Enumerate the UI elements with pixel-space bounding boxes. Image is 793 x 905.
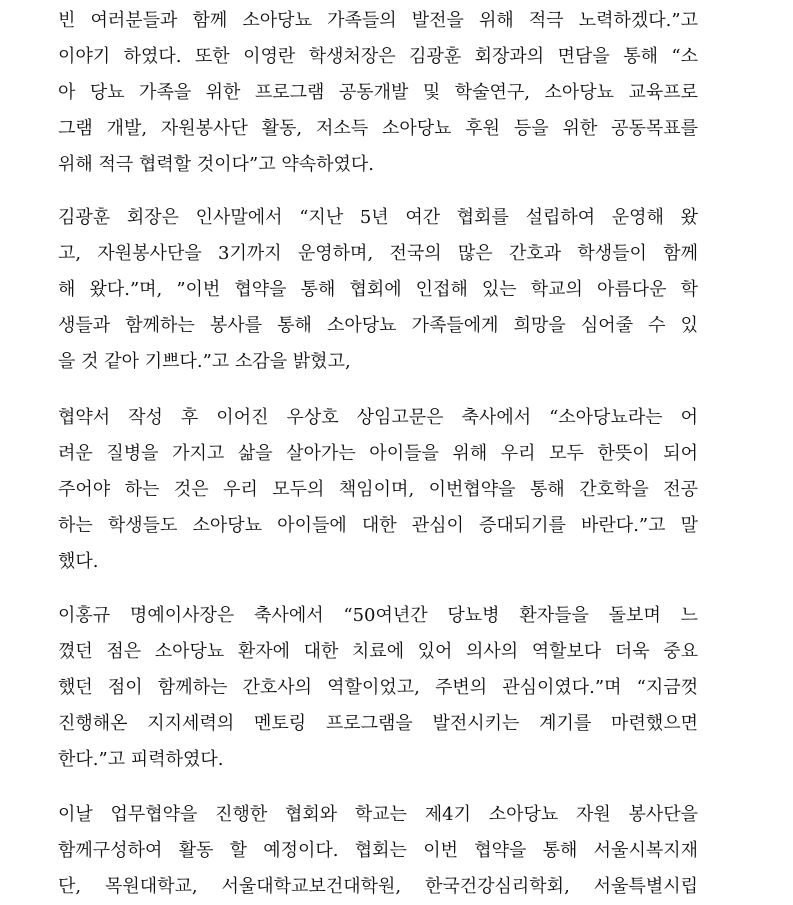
text-line: 했다. xyxy=(58,551,99,572)
text-line: 빈 여러분들과 함께 소아당뇨 가족들의 발전을 위해 적극 노력하겠다.”고 xyxy=(58,10,698,31)
paragraph-3 xyxy=(58,400,698,580)
paragraph-4 xyxy=(58,598,698,778)
paragraph-5 xyxy=(58,797,698,905)
text-line: 주어야 하는 것은 우리 모두의 책임이며, 이번협약을 통해 간호학을 전공 xyxy=(58,479,698,500)
text-line: 이날 업무협약을 진행한 협회와 학교는 제4기 소아당뇨 자원 봉사단을 xyxy=(58,804,698,825)
text-line: 이야기 하였다. 또한 이영란 학생처장은 김광훈 회장과의 면담을 통해 “소 xyxy=(58,46,698,67)
paragraph-2 xyxy=(58,200,698,380)
text-line: 아 당뇨 가족을 위한 프로그램 공동개발 및 학술연구, 소아당뇨 교육프로 xyxy=(58,82,698,103)
text-line: 했던 점이 함께하는 간호사의 역할이었고, 주변의 관심이였다.”며 “지금껏 xyxy=(58,677,698,698)
text-line: 함께구성하여 활동 할 예정이다. 협회는 이번 협약을 통해 서울시복지재 xyxy=(58,840,698,861)
text-line: 이홍규 명예이사장은 축사에서 “50여년간 당뇨병 환자들을 돌보며 느 xyxy=(58,605,698,626)
text-line: 협약서 작성 후 이어진 우상호 상임고문은 축사에서 “소아당뇨라는 어 xyxy=(58,407,698,428)
text-line: 김광훈 회장은 인사말에서 “지난 5년 여간 협회를 설립하여 운영해 왔 xyxy=(58,207,698,228)
text-line: 생들과 함께하는 봉사를 통해 소아당뇨 가족들에게 희망을 심어줄 수 있 xyxy=(58,315,698,336)
text-line: 해 왔다.”며, ”이번 협약을 통해 협회에 인접해 있는 학교의 아름다운 학 xyxy=(58,279,698,300)
text-line: 하는 학생들도 소아당뇨 아이들에 대한 관심이 증대되기를 바란다.”고 말 xyxy=(58,515,698,536)
text-line: 진행해온 지지세력의 멘토링 프로그램을 발전시키는 계기를 마련했으면 xyxy=(58,713,698,734)
text-line: 그램 개발, 자원봉사단 활동, 저소득 소아당뇨 후원 등을 위한 공동목표를 xyxy=(58,118,698,139)
text-line: 위해 적극 협력할 것이다”고 약속하였다. xyxy=(58,154,375,175)
text-line: 고, 자원봉사단을 3기까지 운영하며, 전국의 많은 간호과 학생들이 함께 xyxy=(58,243,698,264)
paragraph-1 xyxy=(58,3,698,183)
text-line: 한다.”고 피력하였다. xyxy=(58,749,224,770)
text-line: 꼈던 점은 소아당뇨 환자에 대한 치료에 있어 의사의 역할보다 더욱 중요 xyxy=(58,641,698,662)
text-line: 려운 질병을 가지고 삶을 살아가는 아이들을 위해 우리 모두 한뜻이 되어 xyxy=(58,443,698,464)
text-line: 을 것 같아 기쁘다.”고 소감을 밝혔고, xyxy=(58,351,351,372)
text-line: 단, 목원대학교, 서울대학교보건대학원, 한국건강심리학회, 서울특별시립 xyxy=(58,876,698,897)
